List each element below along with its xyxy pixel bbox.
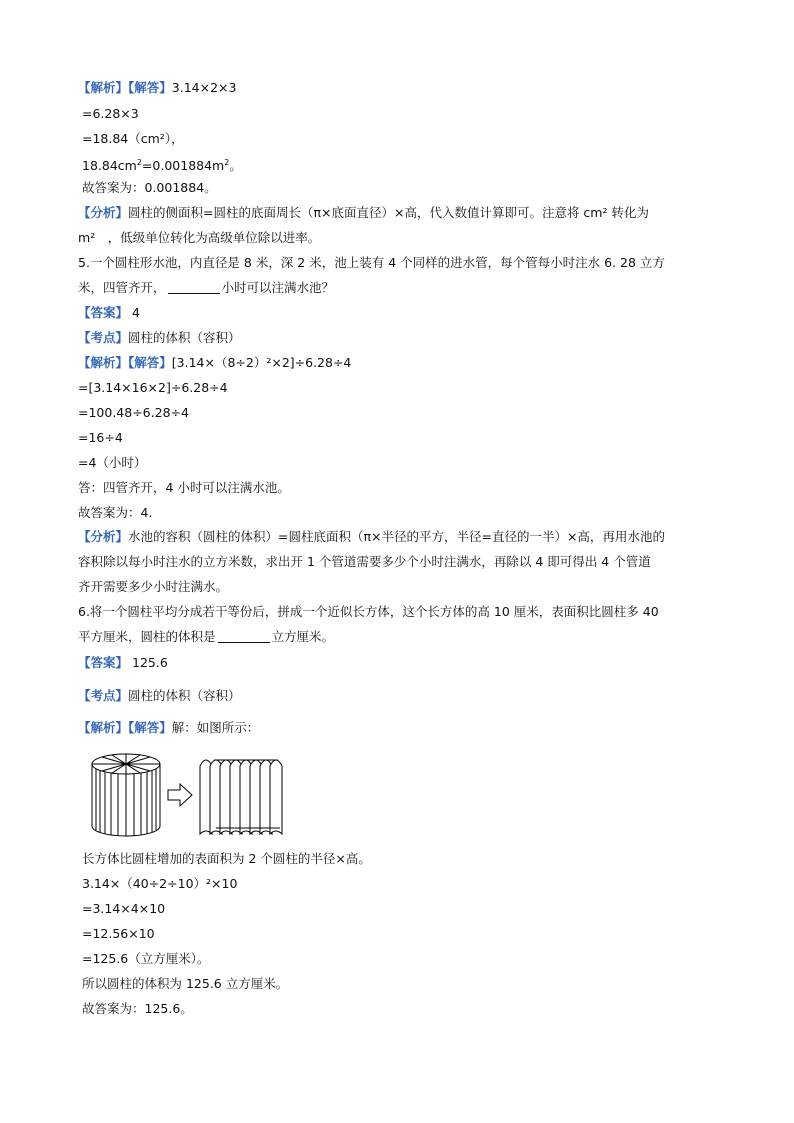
q5-answer <box>78 305 140 321</box>
solution-text: [3.14×（8÷2）²×2]÷6.28÷4 <box>171 355 352 370</box>
topic-tag: 【考点】 <box>78 330 129 345</box>
q5-analysis-line-3: 齐开需要多少小时注满水。 <box>78 579 229 594</box>
q5-conclusion: 答：四管齐开，4 小时可以注满水池。 <box>78 480 290 495</box>
exponent: 2 <box>136 158 142 167</box>
q6-answer <box>78 655 168 671</box>
arrow-icon <box>168 784 192 806</box>
q6-stem-line-1: 6.将一个圆柱平均分成若干等份后，拼成一个近似长方体，这个长方体的高 10 厘米，表面积比圆柱多 40 <box>78 604 659 619</box>
q5-analysis-line-1 <box>78 529 665 545</box>
sliced-cylinder <box>92 754 160 836</box>
analysis-text: 圆柱的侧面积=圆柱的底面周长（π×底面直径）×高，代入数值计算即可。注意将 cm² 转化为 <box>128 205 649 220</box>
prev-step-4 <box>82 155 242 174</box>
answer-blank <box>218 630 270 643</box>
q5-topic <box>78 330 241 346</box>
answer-value: 125.6 <box>132 655 168 670</box>
solution-tag: 【解答】 <box>128 355 172 370</box>
q5-final-answer: 故答案为：4. <box>78 505 153 520</box>
topic-tag: 【考点】 <box>78 688 129 703</box>
topic-text: 圆柱的体积（容积） <box>128 688 241 703</box>
prev-analysis-line-1 <box>78 205 649 221</box>
prev-answer: 故答案为：0.001884。 <box>82 180 217 195</box>
analysis-tag: 【解析】 <box>78 80 129 95</box>
answer-tag: 【答案】 <box>78 655 129 670</box>
stem-text: 平方厘米，圆柱的体积是 <box>78 629 216 644</box>
q6-stem-line-2 <box>78 629 334 645</box>
q5-step-4: =16÷4 <box>78 430 123 445</box>
value-text: 18.84cm <box>82 158 137 173</box>
q6-step-4: =12.56×10 <box>82 926 155 941</box>
solution-tag: 【解答】 <box>128 720 172 735</box>
analysis-tag: 【解析】 <box>78 355 129 370</box>
solution-text: 3.14×2×3 <box>171 80 237 95</box>
approximate-cuboid <box>200 760 282 834</box>
prev-analysis-line-2: m² ，低级单位转化为高级单位除以进率。 <box>78 230 321 245</box>
punctuation: 。 <box>229 158 242 173</box>
answer-value: 4 <box>132 305 140 320</box>
q5-stem-line-1: 5.一个圆柱形水池，内直径是 8 米，深 2 米，池上装有 4 个同样的进水管，每个管每小时注水 6. 28 立方 <box>78 255 665 270</box>
q6-step-2: 3.14×（40÷2÷10）²×10 <box>82 876 238 891</box>
analysis-text: 水池的容积（圆柱的体积）=圆柱底面积（π×半径的平方，半径=直径的一半）×高，再用水池的 <box>128 529 665 544</box>
q5-step-2: =[3.14×16×2]÷6.28÷4 <box>78 380 228 395</box>
value-text: =0.001884m <box>141 158 225 173</box>
analysis-tag: 【分析】 <box>78 205 129 220</box>
analysis-tag: 【解析】 <box>78 720 129 735</box>
prev-solution-line-1 <box>78 80 236 96</box>
stem-text: 小时可以注满水池？ <box>221 280 335 295</box>
q5-stem-line-2 <box>78 280 334 296</box>
q6-conclusion: 所以圆柱的体积为 125.6 立方厘米。 <box>82 976 289 991</box>
exponent: 2 <box>224 158 230 167</box>
q6-step-1: 长方体比圆柱增加的表面积为 2 个圆柱的半径×高。 <box>82 851 371 866</box>
q5-analysis-line-2: 容积除以每小时注水的立方米数，求出开 1 个管道需要多少个小时注满水，再除以 4 即可得出 4 个管道 <box>78 554 651 569</box>
q5-step-5: =4（小时） <box>78 455 147 470</box>
cylinder-to-cuboid-figure <box>88 748 293 840</box>
solution-text: 解：如图所示： <box>171 720 260 735</box>
q6-topic <box>78 688 241 704</box>
q6-solution-line-1 <box>78 720 259 736</box>
q5-step-3: =100.48÷6.28÷4 <box>78 405 189 420</box>
stem-text: 立方厘米。 <box>271 629 335 644</box>
q6-step-5: =125.6（立方厘米）。 <box>82 951 210 966</box>
stem-text: 米，四管齐开， <box>78 280 166 295</box>
analysis-tag: 【分析】 <box>78 529 129 544</box>
q6-final-answer: 故答案为：125.6。 <box>82 1001 193 1016</box>
topic-text: 圆柱的体积（容积） <box>128 330 241 345</box>
answer-blank <box>168 281 220 294</box>
q6-step-3: =3.14×4×10 <box>82 901 166 916</box>
prev-step-2: =6.28×3 <box>82 106 139 121</box>
answer-tag: 【答案】 <box>78 305 129 320</box>
q5-solution-line-1 <box>78 355 351 371</box>
solution-tag: 【解答】 <box>128 80 172 95</box>
prev-step-3: =18.84（cm²）， <box>82 131 184 146</box>
